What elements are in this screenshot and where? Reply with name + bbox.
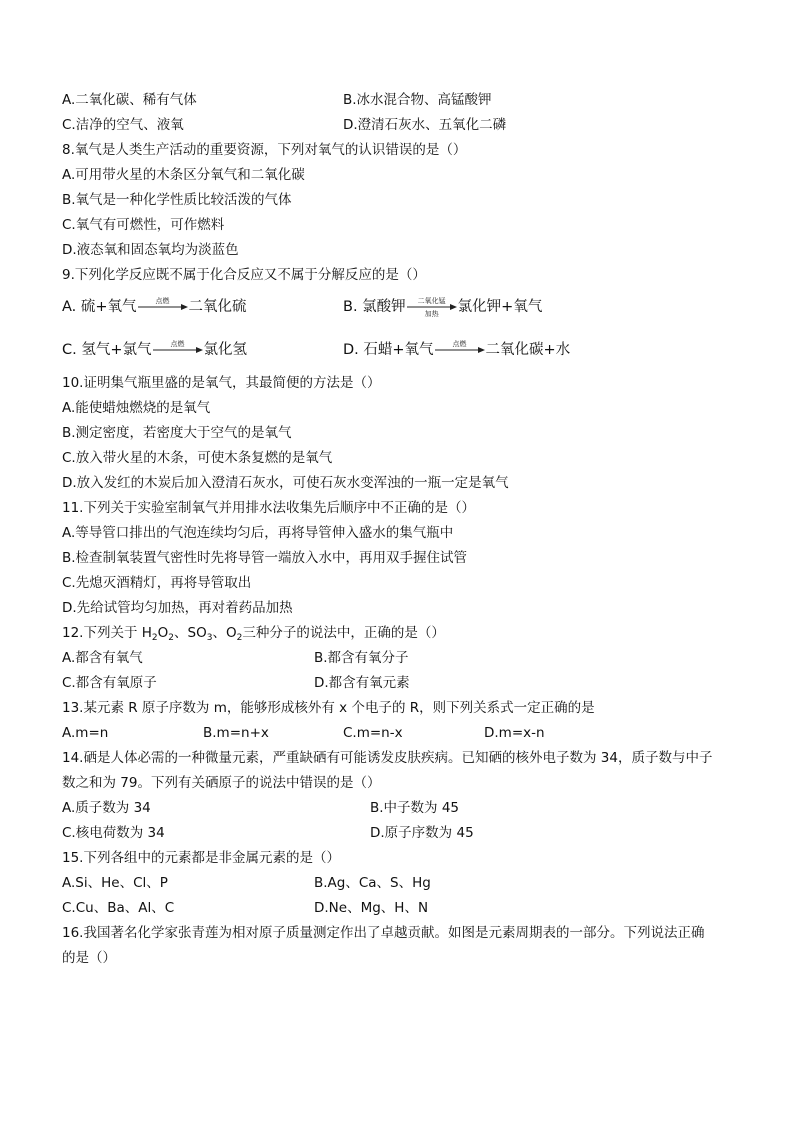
q15-option-a: A.Si、He、Cl、P — [62, 875, 168, 891]
reaction-arrow — [137, 298, 189, 316]
product: 二氧化碳+水 — [485, 342, 571, 358]
reaction-condition: 点燃 — [170, 340, 185, 348]
q15-option-b: B.Ag、Ca、S、Hg — [314, 875, 431, 891]
q7-option-d: D.澄清石灰水、五氧化二磷 — [343, 117, 507, 133]
q8-option-c: C.氧气有可燃性，可作燃料 — [62, 217, 225, 233]
q15-option-c: C.Cu、Ba、Al、C — [62, 900, 175, 916]
q12-stem-prefix: 12.下列关于 — [62, 625, 142, 641]
q8-option-d: D.液态氧和固态氧均为淡蓝色 — [62, 242, 239, 258]
q11-option-a: A.等导管口排出的气泡连续均匀后，再将导管伸入盛水的集气瓶中 — [62, 525, 454, 541]
q16-stem-line1: 16.我国著名化学家张青莲为相对原子质量测定作出了卓越贡献。如图是元素周期表的一部分。下列说法正确 — [62, 925, 705, 941]
product: 二氧化硫 — [188, 299, 247, 315]
q8-option-a: A.可用带火星的木条区分氧气和二氧化碳 — [62, 167, 305, 183]
q9-option-b — [343, 298, 542, 316]
q9-option-a — [62, 298, 247, 316]
q14-option-b: B.中子数为 45 — [370, 800, 460, 816]
reaction-arrow — [152, 341, 204, 359]
q12-stem-suffix: 三种分子的说法中，正确的是（） — [242, 625, 445, 641]
reaction-condition: 点燃 — [452, 340, 467, 348]
product: 氯化氢 — [203, 342, 247, 358]
q12-stem — [62, 624, 445, 647]
q14-option-d: D.原子序数为 45 — [370, 825, 474, 841]
q7-option-b: B.冰水混合物、高锰酸钾 — [343, 92, 492, 108]
q7-option-c: C.洁净的空气、液氧 — [62, 117, 184, 133]
reactant: C. 氢气+氯气 — [62, 342, 152, 358]
q9-option-d — [343, 341, 570, 359]
q12-option-a: A.都含有氧气 — [62, 650, 143, 666]
q9-option-c — [62, 341, 247, 359]
q13-option-b: B.m=n+x — [203, 725, 269, 741]
q11-option-b: B.检查制氧装置气密性时先将导管一端放入水中，再用双手握住试管 — [62, 550, 468, 566]
q7-option-a: A.二氧化碳、稀有气体 — [62, 92, 197, 108]
q8-stem: 8.氧气是人类生产活动的重要资源，下列对氧气的认识错误的是（） — [62, 142, 467, 158]
reaction-condition-below: 加热 — [424, 310, 439, 318]
reactant: A. 硫+氧气 — [62, 299, 137, 315]
q12-option-d: D.都含有氧元素 — [314, 675, 410, 691]
q10-option-a: A.能使蜡烛燃烧的是氧气 — [62, 400, 211, 416]
q13-option-a: A.m=n — [62, 725, 109, 741]
q14-stem-line2: 数之和为 79。下列有关硒原子的说法中错误的是（） — [62, 775, 381, 791]
q14-option-c: C.核电荷数为 34 — [62, 825, 165, 841]
q16-stem-line2: 的是（） — [62, 950, 116, 966]
reaction-condition: 二氧化锰 — [417, 297, 446, 305]
reactant: D. 石蜡+氧气 — [343, 342, 434, 358]
q9-stem: 9.下列化学反应既不属于化合反应又不属于分解反应的是（） — [62, 267, 426, 283]
q11-option-c: C.先熄灭酒精灯，再将导管取出 — [62, 575, 252, 591]
q10-stem: 10.证明集气瓶里盛的是氧气，其最简便的方法是（） — [62, 375, 381, 391]
q10-option-b: B.测定密度，若密度大于空气的是氧气 — [62, 425, 292, 441]
q15-option-d: D.Ne、Mg、H、N — [314, 900, 429, 916]
q10-option-d: D.放入发红的木炭后加入澄清石灰水，可使石灰水变浑浊的一瓶一定是氧气 — [62, 475, 509, 491]
q15-stem: 15.下列各组中的元素都是非金属元素的是（） — [62, 850, 340, 866]
q11-stem: 11.下列关于实验室制氧气并用排水法收集先后顺序中不正确的是（） — [62, 500, 475, 516]
q12-option-c: C.都含有氧原子 — [62, 675, 157, 691]
q13-option-c: C.m=n-x — [343, 725, 403, 741]
reaction-arrow — [406, 298, 458, 316]
q10-option-c: C.放入带火星的木条，可使木条复燃的是氧气 — [62, 450, 333, 466]
q8-option-b: B.氧气是一种化学性质比较活泼的气体 — [62, 192, 292, 208]
reaction-condition: 点燃 — [155, 297, 170, 305]
q14-option-a: A.质子数为 34 — [62, 800, 151, 816]
q14-stem-line1: 14.硒是人体必需的一种微量元素，严重缺硒有可能诱发皮肤疾病。已知硒的核外电子数为 34，质子数与中子 — [62, 750, 713, 766]
q12-formulas: $H_2O_2$、$SO_3$、$O_2$ — [141, 625, 243, 643]
reaction-arrow — [434, 341, 486, 359]
q12-option-b: B.都含有氧分子 — [314, 650, 409, 666]
q13-stem: 13.某元素 R 原子序数为 m，能够形成核外有 x 个电子的 R，则下列关系式一定正确的是 — [62, 700, 595, 716]
product: 氯化钾+氧气 — [457, 299, 543, 315]
q11-option-d: D.先给试管均匀加热，再对着药品加热 — [62, 600, 293, 616]
q13-option-d: D.m=x-n — [484, 725, 545, 741]
reactant: B. 氯酸钾 — [343, 299, 406, 315]
